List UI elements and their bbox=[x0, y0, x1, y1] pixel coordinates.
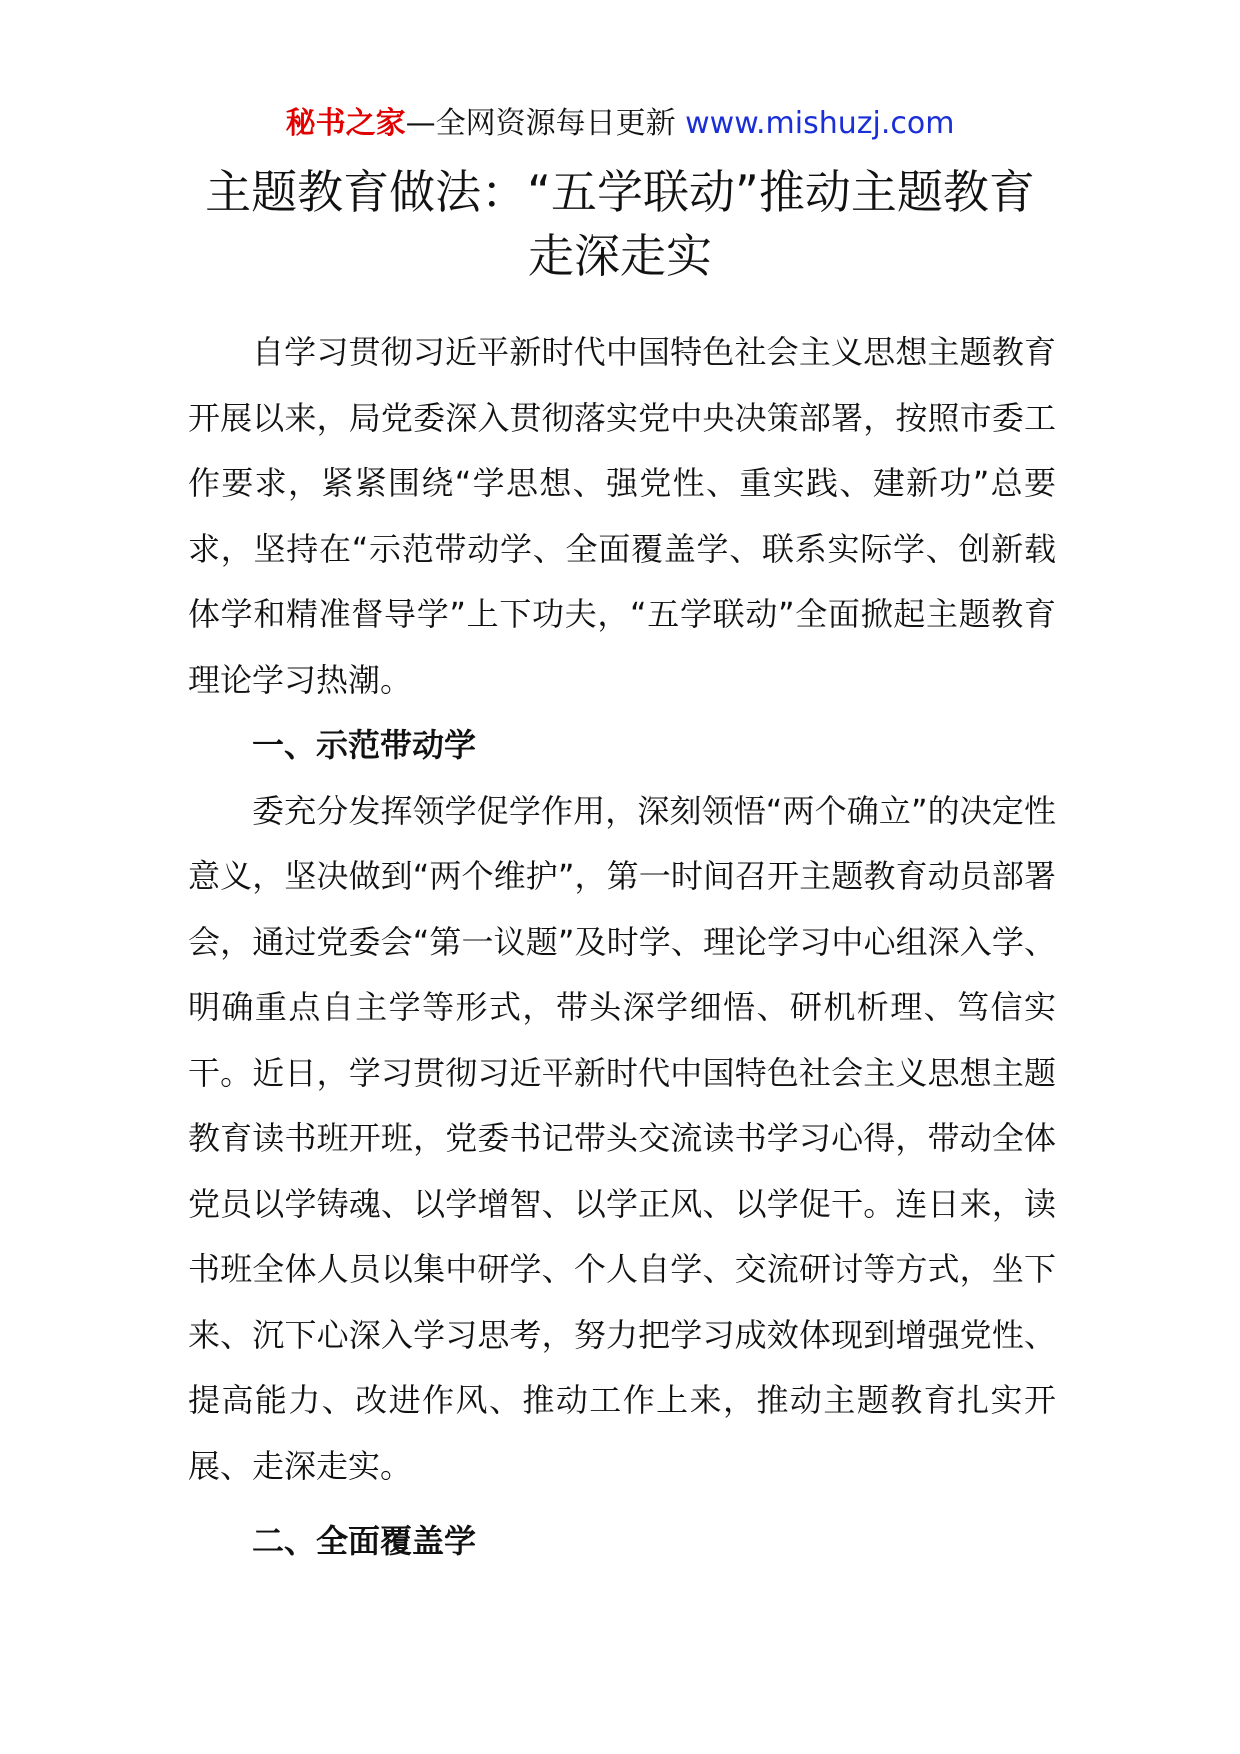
site-url-link[interactable]: www.mishuzj.com bbox=[685, 106, 955, 141]
section-heading-2: 二、全面覆盖学 bbox=[252, 1522, 477, 1560]
brand-name: 秘书之家 bbox=[285, 106, 406, 141]
banner-tagline: —全网资源每日更新 bbox=[405, 106, 686, 141]
document-body bbox=[188, 320, 1056, 1575]
section-heading-1: 一、示范带动学 bbox=[252, 726, 477, 764]
intro-paragraph: 自学习贯彻习近平新时代中国特色社会主义思想主题教育开展以来，局党委深入贯彻落实党中央决策部署，按照市委工作要求，紧紧围绕“学思想、强党性、重实践、建新功”总要求，坚持在“示范带动学、全面覆盖学、联系实际学、创新载体学和精准督导学”上下功夫，“五学联动”全面掀起主题教育理论学习热潮。 bbox=[188, 333, 1056, 699]
document-title: 主题教育做法：“五学联动”推动主题教育走深走实 bbox=[205, 165, 1035, 283]
section-1-paragraph: 委充分发挥领学促学作用，深刻领悟“两个确立”的决定性意义，坚决做到“两个维护”，第一时间召开主题教育动员部署会，通过党委会“第一议题”及时学、理论学习中心组深入学、明确重点自主学等形式，带头深学细悟、研机析理、笃信实干。近日，学习贯彻习近平新时代中国特色社会主义思想主题教育读书班开班，党委书记带头交流读书学习心得，带动全体党员以学铸魂、以学增智、以学正风、以学促干。连日来，读书班全体人员以集中研学、个人自学、交流研讨等方式，坐下来、沉下心深入学习思考，努力把学习成效体现到增强党性、提高能力、改进作风、推动工作上来，推动主题教育扎实开展、走深走实。 bbox=[188, 791, 1056, 1485]
site-banner bbox=[0, 104, 1240, 144]
